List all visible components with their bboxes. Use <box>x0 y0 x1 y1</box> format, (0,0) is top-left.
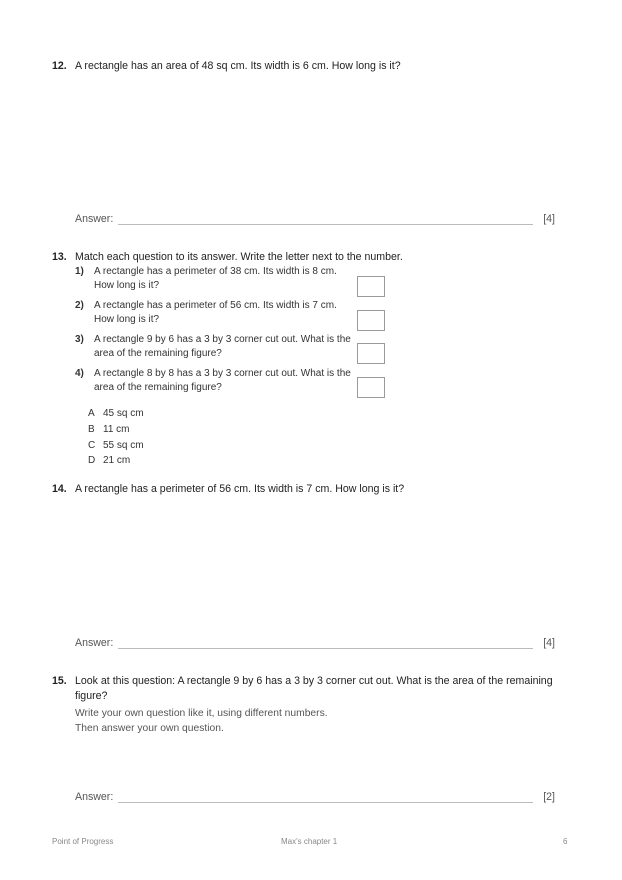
question-text: A rectangle has an area of 48 sq cm. Its width is 6 cm. How long is it? <box>75 60 401 72</box>
question-number: 13. <box>52 251 67 263</box>
item-text: A rectangle has a perimeter of 38 cm. Its width is 8 cm. How long is it? <box>94 266 337 291</box>
answer-row-15[interactable] <box>75 791 555 807</box>
option-b <box>88 423 130 437</box>
answer-line[interactable] <box>118 224 533 225</box>
question-number: 14. <box>52 483 67 495</box>
item-number: 1) <box>75 266 84 277</box>
answer-box-1[interactable] <box>357 276 385 297</box>
marks-label: [2] <box>543 791 555 803</box>
question-text: Look at this question: A rectangle 9 by 6 has a 3 by 3 corner cut out. What is the area of the remaining figure? <box>75 675 553 702</box>
instruction-line-2: Then answer your own question. <box>75 723 224 734</box>
answer-label: Answer: <box>75 637 114 649</box>
answer-row-14[interactable] <box>75 637 555 653</box>
question-number: 15. <box>52 675 67 687</box>
answer-line[interactable] <box>118 802 533 803</box>
footer-center-text: Max's chapter 1 <box>281 837 338 846</box>
answer-label: Answer: <box>75 213 114 225</box>
option-letter: C <box>88 440 96 451</box>
marks-label: [4] <box>543 213 555 225</box>
question-14 <box>52 482 562 497</box>
question-number: 12. <box>52 60 67 72</box>
question-text: A rectangle has a perimeter of 56 cm. Its width is 7 cm. How long is it? <box>75 483 405 495</box>
item-text: A rectangle 9 by 6 has a 3 by 3 corner cut out. What is the area of the remaining figure? <box>94 334 351 359</box>
item-number: 2) <box>75 300 84 311</box>
page-number: 6 <box>563 837 568 846</box>
answer-row-12[interactable] <box>75 213 555 229</box>
question-15 <box>52 674 570 704</box>
item-text: A rectangle has a perimeter of 56 cm. Its width is 7 cm. How long is it? <box>94 300 337 325</box>
answer-label: Answer: <box>75 791 114 803</box>
answer-line[interactable] <box>118 648 533 649</box>
option-d <box>88 454 130 468</box>
footer-left-text: Point of Progress <box>52 837 114 846</box>
item-number: 4) <box>75 368 84 379</box>
item-number: 3) <box>75 334 84 345</box>
marks-label: [4] <box>543 637 555 649</box>
answer-box-4[interactable] <box>357 377 385 398</box>
option-text: 45 sq cm <box>103 408 144 419</box>
instruction-line-1: Write your own question like it, using different numbers. <box>75 708 328 719</box>
answer-box-2[interactable] <box>357 310 385 331</box>
answer-box-3[interactable] <box>357 343 385 364</box>
option-letter: D <box>88 455 96 466</box>
option-text: 11 cm <box>103 424 130 435</box>
item-text: A rectangle 8 by 8 has a 3 by 3 corner cut out. What is the area of the remaining figure? <box>94 368 351 393</box>
option-text: 21 cm <box>103 455 131 466</box>
option-letter: B <box>88 424 95 435</box>
option-text: 55 sq cm <box>103 440 144 451</box>
option-c <box>88 439 144 453</box>
question-13 <box>52 250 562 265</box>
option-a <box>88 407 144 421</box>
option-letter: A <box>88 408 95 419</box>
question-12 <box>52 59 562 74</box>
question-text: Match each question to its answer. Write the letter next to the number. <box>75 251 403 263</box>
